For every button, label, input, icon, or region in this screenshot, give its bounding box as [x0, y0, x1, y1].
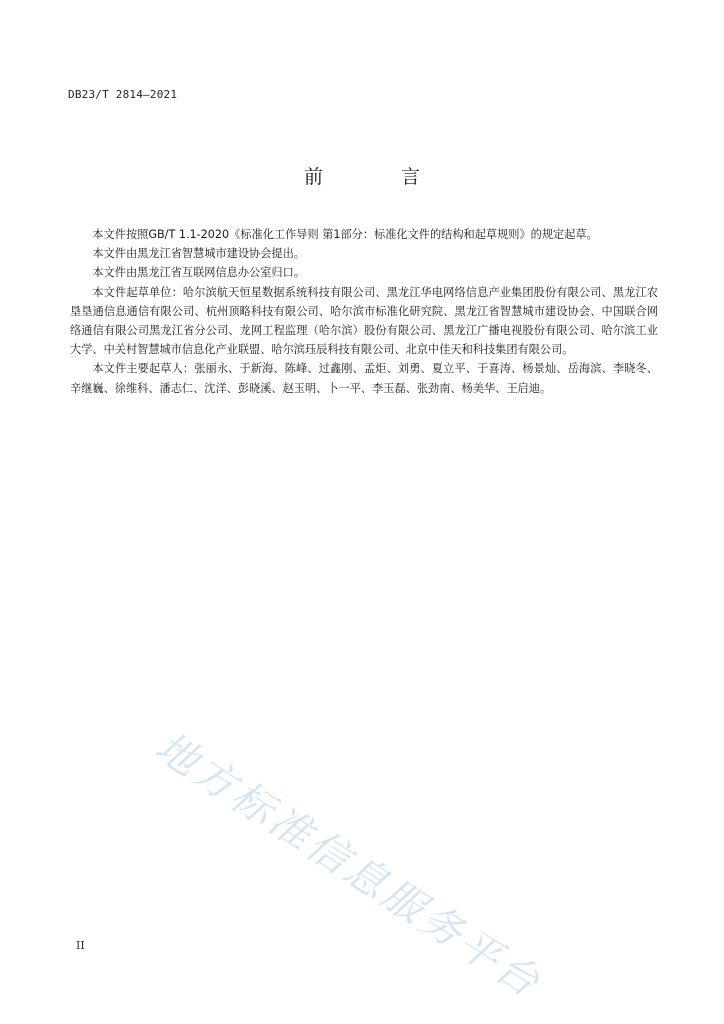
foreword-paragraph-drafting-units: 本文件起草单位：哈尔滨航天恒星数据系统科技有限公司、黑龙江华电网络信息产业集团股份有限公司、黑龙江农垦垦通信息通信有限公司、杭州顶略科技有限公司、哈尔滨市标准化研究院、黑龙江省智慧城市建设协会、中国联合网络通信有限公司黑龙江省分公司、龙网工程监理（哈尔滨）股份有限公司、黑龙江广播电视股份有限公司、哈尔滨工业大学、中关村智慧城市信息化产业联盟、哈尔滨珏辰科技有限公司、北京中佳天和科技集团有限公司。 — [70, 285, 658, 357]
watermark-text: 地方标准信息服务平台 — [146, 722, 551, 1008]
foreword-paragraph-administrator: 本文件由黑龙江省互联网信息办公室归口。 — [92, 266, 305, 280]
foreword-paragraph-proposer: 本文件由黑龙江省智慧城市建设协会提出。 — [92, 247, 305, 261]
foreword-title: 前 言 — [303, 166, 457, 188]
page-number: II — [76, 939, 85, 952]
standard-code-header: DB23/T 2814—2021 — [68, 88, 178, 101]
foreword-body — [70, 225, 658, 398]
foreword-paragraph-drafting-rules: 本文件按照GB/T 1.1-2020《标准化工作导则 第1部分：标准化文件的结构和起草规则》的规定起草。 — [92, 228, 598, 241]
foreword-paragraph-drafters: 本文件主要起草人：张丽永、于新海、陈峰、过鑫刚、孟炬、刘勇、夏立平、于喜涛、杨景灿、岳海滨、李晓冬、辛继巍、徐维科、潘志仁、沈洋、彭晓溪、赵玉明、卜一平、李玉磊、张劲南、杨美华、王启迪。 — [70, 362, 658, 395]
